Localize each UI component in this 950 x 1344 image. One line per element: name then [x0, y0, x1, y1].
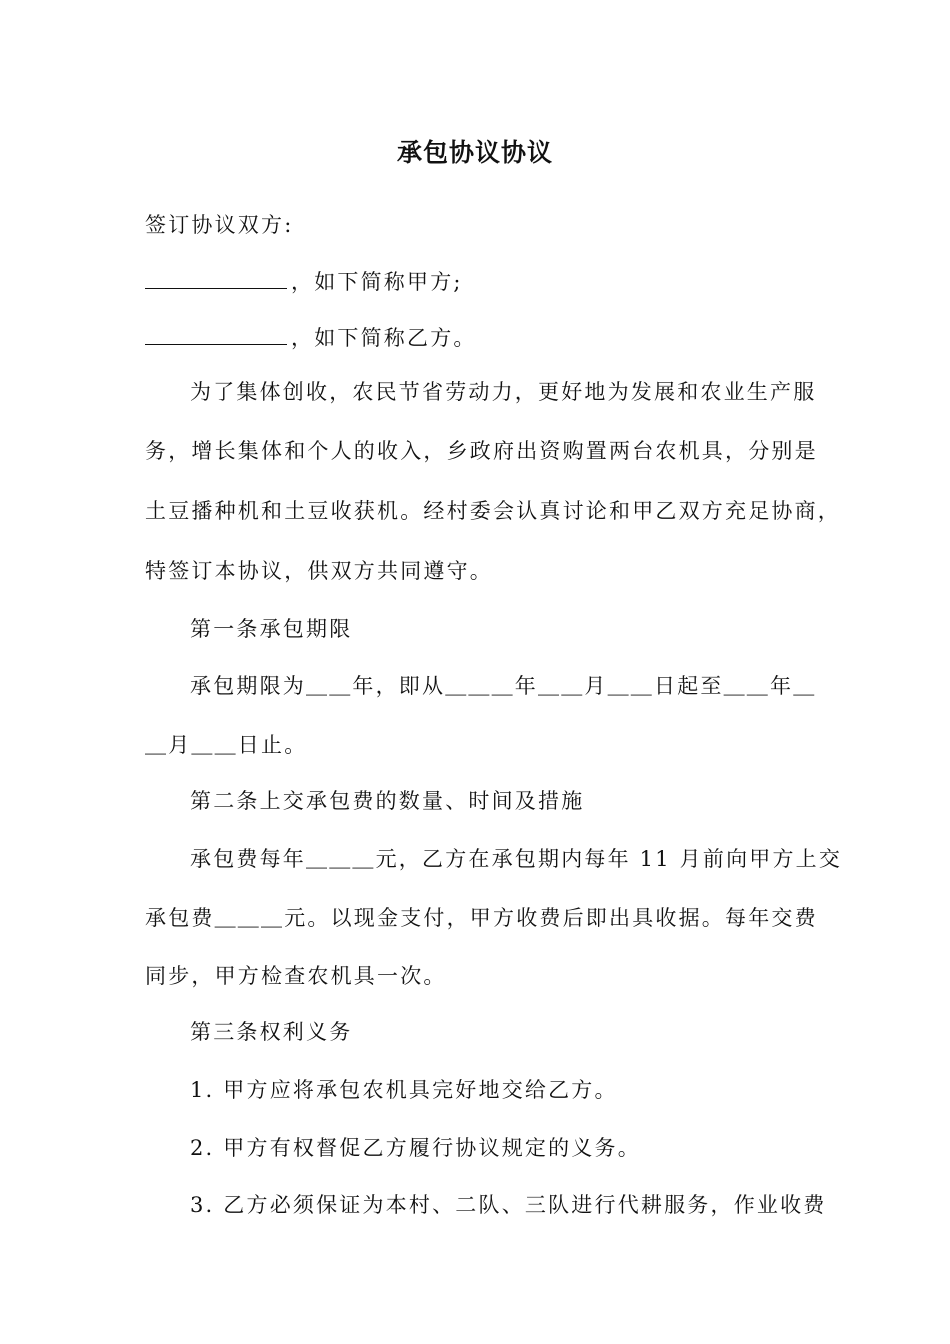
- article2-heading: 第二条上交承包费的数量、时间及措施: [190, 789, 585, 813]
- article2-line-1: 承包费每年＿＿＿元，乙方在承包期内每年 11 月前向甲方上交: [190, 847, 843, 871]
- article3-item-3: 3. 乙方必须保证为本村、二队、三队进行代耕服务，作业收费: [190, 1193, 827, 1217]
- article1-line-2: ＿月＿＿日止。: [145, 733, 308, 757]
- party-a-blank[interactable]: [145, 266, 287, 289]
- party-a-line: [145, 266, 463, 297]
- parties-heading: 签订协议双方:: [145, 213, 294, 237]
- article3-heading: 第三条权利义务: [190, 1020, 353, 1044]
- intro-line-1: 为了集体创收，农民节省劳动力，更好地为发展和农业生产服: [190, 380, 817, 404]
- intro-line-4: 特签订本协议，供双方共同遵守。: [145, 559, 493, 583]
- article1-line-1: 承包期限为＿＿年，即从＿＿＿年＿＿月＿＿日起至＿＿年＿: [190, 674, 817, 698]
- document-title: 承包协议协议: [396, 138, 553, 167]
- article3-item-2: 2. 甲方有权督促乙方履行协议规定的义务。: [190, 1136, 641, 1160]
- intro-line-3: 土豆播种机和土豆收获机。经村委会认真讨论和甲乙双方充足协商，: [145, 499, 841, 523]
- party-a-text: ，如下简称甲方;: [291, 270, 463, 294]
- article2-line-3: 同步，甲方检查农机具一次。: [145, 964, 447, 988]
- party-b-blank[interactable]: [145, 322, 287, 345]
- article1-heading: 第一条承包期限: [190, 617, 353, 641]
- intro-line-2: 务，增长集体和个人的收入，乡政府出资购置两台农机具，分别是: [145, 439, 818, 463]
- article2-line-2: 承包费＿＿＿元。以现金支付，甲方收费后即出具收据。每年交费: [145, 906, 818, 930]
- article3-item-1: 1. 甲方应将承包农机具完好地交给乙方。: [190, 1078, 618, 1102]
- party-b-text: ，如下简称乙方。: [291, 326, 477, 350]
- party-b-line: [145, 322, 477, 353]
